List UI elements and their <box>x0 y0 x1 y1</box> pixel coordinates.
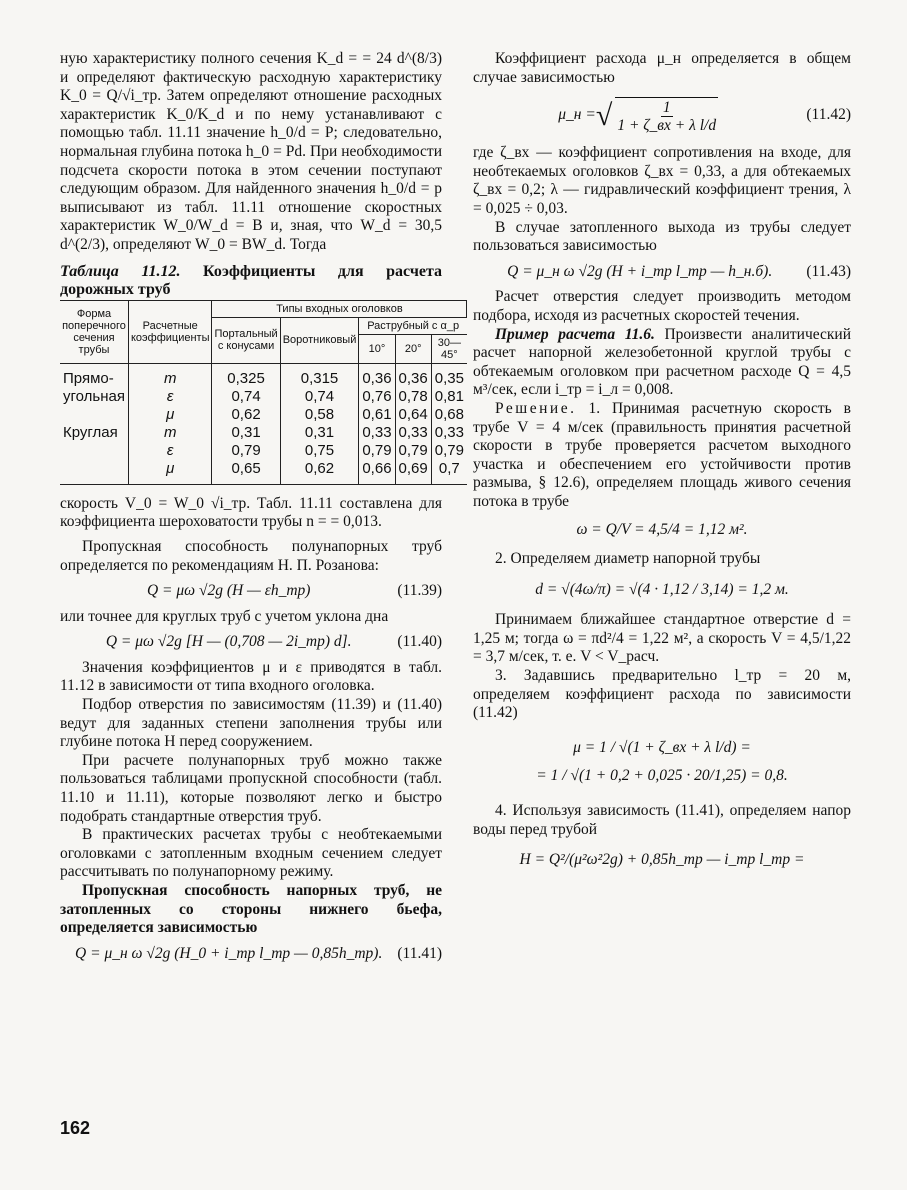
equation-11-41-number: (11.41) <box>397 944 442 962</box>
equation-11-42-lhs: μ_н = <box>558 106 596 124</box>
table-cell-form <box>60 442 128 460</box>
step1-text: 1. Принимая расчетную скорость в трубе V = 4 м/сек (правильность принятия расчетной скорости в трубе проверяется расчетом выходного участка и обеспечением его устойчивости против размыва, § 12.6), определяем площадь живого сечения потока в трубе <box>473 399 851 510</box>
table-cell-value: 0,35 <box>431 363 467 388</box>
table-cell-value: 0,31 <box>212 424 280 442</box>
step4-paragraph: 4. Используя зависимость (11.41), определяем напор воды перед трубой <box>473 802 851 838</box>
equation-11-43-number: (11.43) <box>806 262 851 280</box>
step2-paragraph: 2. Определяем диаметр напорной трубы <box>495 550 761 568</box>
calc-paragraph: Расчет отверстия следует производить методом подбора, исходя из расчетных скоростей течения. <box>473 288 851 324</box>
speed-paragraph: скорость V_0 = W_0 √i_тр. Табл. 11.11 составлена для коэффициента шероховатости трубы n = = 0,013. <box>60 494 442 531</box>
table-cell-value: 0,62 <box>212 406 280 424</box>
equation-head-body: H = Q²/(μ²ω²2g) + 0,85h_тр — i_тр l_тр = <box>519 851 805 869</box>
tables-paragraph: При расчете полунапорных труб можно также пользоваться таблицами пропускной способности (табл. 11.10 и 11.11), которые позволяют легко и быстро подобрать стандартные отверстия труб. <box>60 751 442 825</box>
equation-11-42 <box>473 97 851 134</box>
table-cell-value: 0,81 <box>431 388 467 406</box>
coefficients-table <box>60 300 467 485</box>
table-cell-value: 0,65 <box>212 460 280 485</box>
table-cell-value: 0,74 <box>280 388 359 406</box>
table-cell-value: 0,33 <box>431 424 467 442</box>
equation-head <box>473 851 851 870</box>
table-cell-value: 0,33 <box>395 424 431 442</box>
equation-11-40-body: Q = μω √2g [H — (0,708 — 2i_тр) d]. <box>105 633 352 651</box>
practical-paragraph: В практических расчетах трубы с необтекаемыми оголовками с затопленным входным сечением следует рассчитывать по полунапорному режиму. <box>60 826 442 881</box>
table-body <box>60 363 467 484</box>
table-cell-coef: ε <box>128 442 211 460</box>
table-row <box>60 424 467 442</box>
table-cell-value: 0,58 <box>280 406 359 424</box>
header-vorot: Воротниковый <box>280 317 359 363</box>
equation-mu-2 <box>473 767 851 786</box>
equation-mu-2-body: = 1 / √(1 + 0,2 + 0,025 · 20/1,25) = 0,8. <box>536 767 788 785</box>
equation-11-43-body: Q = μ_н ω √2g (H + i_тр l_тр — h_н.б). <box>507 262 773 280</box>
equation-diameter <box>473 581 851 600</box>
equation-11-43 <box>473 263 851 282</box>
equation-mu-1 <box>473 739 851 758</box>
table-cell-value: 0,78 <box>395 388 431 406</box>
step3-paragraph: 3. Задавшись предварительно l_тр = 20 м, определяем коэффициент расхода по зависимости (11.42) <box>473 667 851 722</box>
table-cell-value: 0,36 <box>395 363 431 388</box>
where-paragraph: где ζ_вх — коэффициент сопротивления на входе, для необтекаемых оголовков ζ_вх = 0,33, а для обтекаемых ζ_вх = 0,2; λ — гидравлический коэффициент трения, λ = 0,025 ÷ 0,03. <box>473 144 851 217</box>
table-row <box>60 406 467 424</box>
table-caption-text: Коэффициенты для расчета дорожных труб <box>60 262 443 299</box>
sqrt-icon: √ <box>595 98 613 132</box>
example-paragraph <box>473 326 851 400</box>
equation-11-42-fraction <box>615 97 718 134</box>
equation-11-40-number: (11.40) <box>397 633 442 651</box>
table-caption <box>60 263 442 300</box>
table-cell-form <box>60 406 128 424</box>
table-cell-form: угольная <box>63 387 125 405</box>
equation-11-41-body: Q = μ_н ω √2g (H_0 + i_тр l_тр — 0,85h_тр). <box>75 944 383 962</box>
page-number: 162 <box>60 1118 91 1138</box>
header-form: Форма поперечного сечения трубы <box>60 300 128 363</box>
table-cell-value: 0,64 <box>395 406 431 424</box>
table-cell-value: 0,79 <box>395 442 431 460</box>
header-10: 10° <box>359 334 395 363</box>
equation-omega <box>473 521 851 540</box>
table-row <box>60 363 467 388</box>
table-cell-value: 0,68 <box>431 406 467 424</box>
solution-word: Решение. <box>495 399 577 417</box>
table-cell-coef: ε <box>128 388 211 406</box>
equation-11-41 <box>60 945 442 964</box>
table-cell-value: 0,7 <box>431 460 467 485</box>
table-cell-value: 0,74 <box>212 388 280 406</box>
table-cell-value: 0,69 <box>395 460 431 485</box>
round-paragraph: или точнее для круглых труб с учетом уклона дна <box>60 607 389 625</box>
semi-paragraph: Пропускная способность полунапорных труб определяется по рекомендациям Н. П. Розанова: <box>60 537 442 574</box>
equation-11-39-number: (11.39) <box>397 582 442 600</box>
header-30: 30—45° <box>431 334 467 363</box>
table-cell-value: 0,79 <box>212 442 280 460</box>
equation-11-42-number: (11.42) <box>806 106 851 124</box>
table-cell-value: 0,75 <box>280 442 359 460</box>
select-paragraph: Подбор отверстия по зависимостям (11.39) и (11.40) ведут для заданных степени заполнения трубы или глубине потока H перед сооружением. <box>60 696 442 751</box>
example-text: Произвести аналитический расчет напорной железобетонной круглой трубы с обтекаемым оголовком при расчетном расходе Q = 4,5 м³/сек, если i_тр = i_л = 0,008. <box>473 325 852 399</box>
table-cell-value: 0,33 <box>359 424 395 442</box>
header-rastrub: Раструбный с α_р <box>359 317 467 334</box>
header-portal: Портальный с конусами <box>212 317 280 363</box>
table-cell-value: 0,325 <box>212 363 280 388</box>
equation-11-39 <box>60 582 442 601</box>
table-cell-coef: μ <box>128 406 211 424</box>
header-20: 20° <box>395 334 431 363</box>
table-cell-coef: μ <box>128 460 211 485</box>
table-row <box>60 442 467 460</box>
equation-omega-body: ω = Q/V = 4,5/4 = 1,12 м². <box>576 521 748 539</box>
table-row <box>60 388 467 406</box>
flooded-paragraph: В случае затопленного выхода из трубы следует пользоваться зависимостью <box>473 218 851 255</box>
table-cell-form <box>60 460 128 485</box>
table-cell-value: 0,66 <box>359 460 395 485</box>
equation-diameter-body: d = √(4ω/π) = √(4 · 1,12 / 3,14) = 1,2 м. <box>535 580 789 598</box>
table-row <box>60 460 467 485</box>
left-column <box>60 50 464 970</box>
header-types: Типы входных оголовков <box>212 300 467 317</box>
right-column <box>473 50 851 882</box>
table-cell-form: Круглая <box>63 423 118 441</box>
table-cell-value: 0,62 <box>280 460 359 485</box>
table-cell-coef: m <box>128 424 211 442</box>
table-cell-value: 0,36 <box>359 363 395 388</box>
step1-paragraph <box>473 400 851 512</box>
equation-11-39-body: Q = μω √2g (H — εh_тр) <box>146 582 311 600</box>
equation-mu-1-body: μ = 1 / √(1 + ζ_вх + λ l/d) = <box>573 738 751 756</box>
table-cell-value: 0,61 <box>359 406 395 424</box>
table-cell-value: 0,76 <box>359 388 395 406</box>
table-cell-value: 0,315 <box>280 363 359 388</box>
coef-paragraph: Коэффициент расхода μ_н определяется в общем случае зависимостью <box>473 50 851 86</box>
table-cell-value: 0,79 <box>359 442 395 460</box>
equation-11-40 <box>60 633 442 652</box>
equation-11-42-denominator: 1 + ζ_вх + λ l/d <box>617 117 717 135</box>
table-cell-value: 0,79 <box>431 442 467 460</box>
values-paragraph: Значения коэффициентов μ и ε приводятся в табл. 11.12 в зависимости от типа входного оголовка. <box>60 658 442 695</box>
table-cell-value: 0,31 <box>280 424 359 442</box>
pressure-paragraph: Пропускная способность напорных труб, не затопленных со стороны нижнего бьефа, определяется зависимостью <box>60 882 442 937</box>
intro-paragraph: ную характеристику полного сечения K_d = = 24 d^(8/3) и определяют фактическую расходную характеристику K_0 = Q/√i_тр. Затем определяют отношение расходных характеристик K_0/K_d и по нему устанавливают с помощью табл. 11.11 значение h_0/d = P; следовательно, нормальная глубина потока h_0 = Pd. При необходимости подсчета скорости потока в этом сечении поступают следующим образом. Для найденного значения h_0/d = p выписывают из табл. 11.11 отношение скоростных характеристик W_0/W_d = B и, зная, что W_d = 30,5 d^(2/3), определяют W_0 = BW_d. Тогда <box>60 50 442 253</box>
table-cell-form: Прямо- <box>63 369 114 387</box>
equation-11-42-numerator: 1 <box>662 99 671 117</box>
header-coef: Расчетные коэффициенты <box>128 300 211 363</box>
example-title: Пример расчета 11.6. <box>495 325 655 343</box>
table-cell-coef: m <box>128 363 211 388</box>
accept-paragraph: Принимаем ближайшее стандартное отверстие d = 1,25 м; тогда ω = πd²/4 = 1,22 м², а скорость V = 4,5/1,22 = 3,7 м/сек, т. е. V < V_расч. <box>473 611 851 666</box>
table-caption-number: Таблица 11.12. <box>60 262 181 280</box>
